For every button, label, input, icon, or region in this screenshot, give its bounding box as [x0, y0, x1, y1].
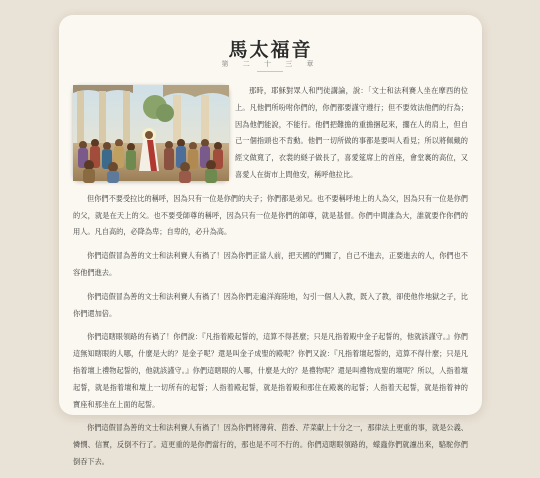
paragraph: 你們這假冒為善的文士和法利賽人有禍了！因為你們走遍洋海陸地，勾引一個人入教，既入了教，卻使他作地獄之子，比你們還加倍。: [73, 291, 468, 318]
chapter-subtitle: 第 二 十 三 章: [221, 60, 320, 68]
paragraph: 你們這瞎眼領路的有禍了！你們說：『凡指着殿起誓的，這算不得甚麼；只是凡指着殿中金子起誓的，他就該謹守。』你們這無知瞎眼的人哪，什麼是大的？是金子呢？還是叫金子成聖的殿呢？你們又說：『凡指着壇起誓的，這算不得什麼；只是凡指着壇上禮物起誓的，他就該謹守。』你們這瞎眼的人哪，什麼是大的？是禮物呢？還是叫禮物成聖的壇呢？所以，人指着壇起誓，就是指着壇和壇上一切所有的起誓；人指着殿起誓，就是指着殿和那住在殿裏的起誓；人指着天起誓，就是指着神的寶座和那坐在上面的起誓。: [73, 332, 468, 409]
page-title: 馬太福音: [228, 39, 313, 61]
paragraph: 你們這假冒為善的文士和法利賽人有禍了！因為你們將薄荷、茴香、芹菜獻上十分之一，那律法上更重的事，就是公義、憐憫、信實，反倒不行了。這更重的是你們當行的，那也是不可不行的。你們這瞎眼領路的，蠓蟲你們就濾出來，駱駝你們倒吞下去。: [73, 423, 468, 466]
chapter-card: [59, 15, 482, 466]
chapter-body: [73, 83, 468, 478]
paragraph: 你們這假冒為善的文士和法利賽人有禍了！因為你們正當人前，把天國的門關了，自己不進去，正要進去的人，你們也不容他們進去。: [73, 251, 468, 277]
paragraph: 但你們不要受拉比的稱呼，因為只有一位是你們的夫子；你們都是弟兄。也不要稱呼地上的人為父，因為只有一位是你們的父，就是在天上的父。也不要受師尊的稱呼，因為只有一位是你們的師尊，就是基督。你們中間誰為大，誰就要作你們的用人。凡自高的，必降為卑；自卑的，必升為高。: [73, 193, 468, 237]
paragraph: 那時，耶穌對眾人和門徒講論，說：「文士和法利賽人坐在摩西的位上。凡他們所吩咐你們的，你們都要謹守遵行；但不要效法他們的行為；因為他們能說，不能行。他們把難擔的重擔捆起來，擱在人的肩上，但自己一個指頭也不肯動。他們一切所做的事都是要叫人看見；所以將佩戴的經文做寬了，衣裳的繸子做長了，喜愛筵席上的首座，會堂裏的高位，又喜愛人在街市上問他安，稱呼他拉比。: [235, 86, 468, 179]
title-divider: [257, 71, 283, 72]
illustration-spacer: [73, 83, 235, 187]
